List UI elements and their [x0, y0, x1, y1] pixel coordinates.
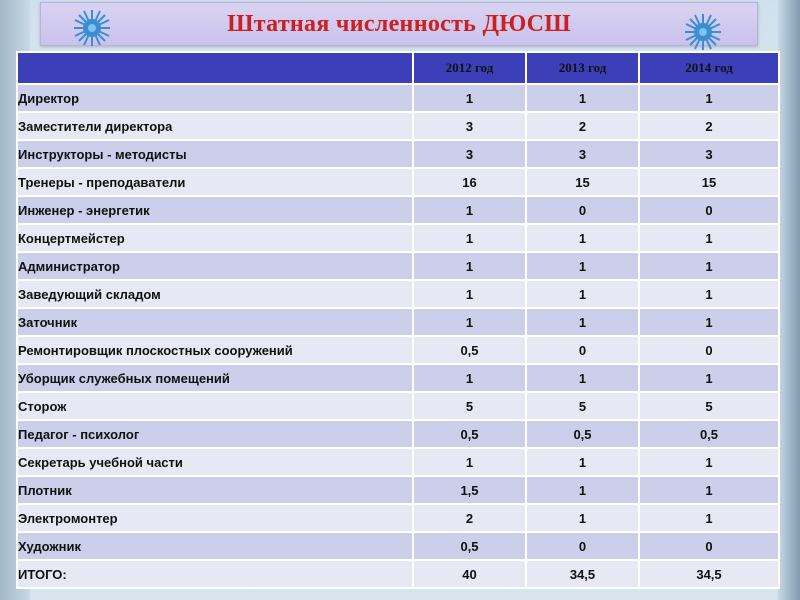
position-name-cell: Заточник	[17, 308, 413, 336]
header-2013: 2013 год	[526, 52, 639, 84]
position-name-cell: Заведующий складом	[17, 280, 413, 308]
position-name-cell: Тренеры - преподаватели	[17, 168, 413, 196]
value-cell-2013: 5	[526, 392, 639, 420]
value-cell-2013: 0	[526, 336, 639, 364]
value-cell-2012: 0,5	[413, 336, 526, 364]
value-cell-2014: 1	[639, 252, 779, 280]
value-cell-2014: 15	[639, 168, 779, 196]
value-cell-2014: 1	[639, 476, 779, 504]
value-cell-2013: 34,5	[526, 560, 639, 588]
table-row	[17, 336, 779, 364]
value-cell-2014: 1	[639, 364, 779, 392]
value-cell-2013: 0	[526, 532, 639, 560]
position-name-cell: Уборщик служебных помещений	[17, 364, 413, 392]
table-row	[17, 504, 779, 532]
title-banner	[40, 2, 758, 46]
value-cell-2012: 1	[413, 224, 526, 252]
value-cell-2013: 1	[526, 504, 639, 532]
value-cell-2014: 0,5	[639, 420, 779, 448]
page-title: Штатная численность ДЮСШ	[227, 10, 571, 37]
position-name-cell: Педагог - психолог	[17, 420, 413, 448]
position-name-cell: Секретарь учебной части	[17, 448, 413, 476]
value-cell-2013: 1	[526, 84, 639, 112]
snowflake-icon	[72, 8, 112, 48]
value-cell-2012: 0,5	[413, 420, 526, 448]
value-cell-2012: 1	[413, 280, 526, 308]
header-2012: 2012 год	[413, 52, 526, 84]
table-row	[17, 476, 779, 504]
value-cell-2013: 1	[526, 476, 639, 504]
table-row	[17, 532, 779, 560]
value-cell-2014: 1	[639, 504, 779, 532]
value-cell-2012: 1	[413, 252, 526, 280]
value-cell-2012: 1	[413, 364, 526, 392]
background-right	[778, 0, 800, 600]
value-cell-2012: 1	[413, 196, 526, 224]
value-cell-2014: 3	[639, 140, 779, 168]
value-cell-2014: 1	[639, 84, 779, 112]
value-cell-2014: 5	[639, 392, 779, 420]
header-2014: 2014 год	[639, 52, 779, 84]
value-cell-2013: 1	[526, 448, 639, 476]
value-cell-2014: 0	[639, 336, 779, 364]
value-cell-2013: 1	[526, 308, 639, 336]
position-name-cell: Художник	[17, 532, 413, 560]
value-cell-2013: 1	[526, 280, 639, 308]
value-cell-2012: 3	[413, 112, 526, 140]
position-name-cell: Администратор	[17, 252, 413, 280]
table-row	[17, 224, 779, 252]
table-row	[17, 140, 779, 168]
table-row	[17, 280, 779, 308]
value-cell-2014: 0	[639, 196, 779, 224]
value-cell-2012: 1	[413, 308, 526, 336]
table-row	[17, 364, 779, 392]
table-row	[17, 252, 779, 280]
value-cell-2013: 1	[526, 252, 639, 280]
table-row	[17, 84, 779, 112]
table-row	[17, 112, 779, 140]
position-name-cell: Ремонтировщик плоскостных сооружений	[17, 336, 413, 364]
value-cell-2012: 16	[413, 168, 526, 196]
table-header-row	[17, 52, 779, 84]
table-row	[17, 392, 779, 420]
value-cell-2012: 0,5	[413, 532, 526, 560]
value-cell-2014: 2	[639, 112, 779, 140]
value-cell-2014: 1	[639, 308, 779, 336]
value-cell-2013: 1	[526, 364, 639, 392]
position-name-cell: Сторож	[17, 392, 413, 420]
value-cell-2012: 40	[413, 560, 526, 588]
position-name-cell: Заместители директора	[17, 112, 413, 140]
position-name-cell: Электромонтер	[17, 504, 413, 532]
position-name-cell: Инженер - энергетик	[17, 196, 413, 224]
value-cell-2012: 1,5	[413, 476, 526, 504]
snowflake-icon	[683, 12, 723, 52]
position-name-cell: Плотник	[17, 476, 413, 504]
header-blank-cell	[17, 52, 413, 84]
value-cell-2012: 1	[413, 448, 526, 476]
table-row	[17, 196, 779, 224]
value-cell-2013: 1	[526, 224, 639, 252]
table-row	[17, 168, 779, 196]
value-cell-2013: 15	[526, 168, 639, 196]
table-row	[17, 308, 779, 336]
value-cell-2013: 3	[526, 140, 639, 168]
value-cell-2014: 0	[639, 532, 779, 560]
position-name-cell: Инструкторы - методисты	[17, 140, 413, 168]
value-cell-2013: 0	[526, 196, 639, 224]
value-cell-2012: 3	[413, 140, 526, 168]
position-name-cell: ИТОГО:	[17, 560, 413, 588]
position-name-cell: Директор	[17, 84, 413, 112]
position-name-cell: Концертмейстер	[17, 224, 413, 252]
total-row	[17, 560, 779, 588]
value-cell-2013: 2	[526, 112, 639, 140]
value-cell-2013: 0,5	[526, 420, 639, 448]
value-cell-2014: 1	[639, 224, 779, 252]
value-cell-2014: 1	[639, 280, 779, 308]
table-row	[17, 448, 779, 476]
value-cell-2012: 1	[413, 84, 526, 112]
table-row	[17, 420, 779, 448]
value-cell-2012: 2	[413, 504, 526, 532]
value-cell-2012: 5	[413, 392, 526, 420]
value-cell-2014: 34,5	[639, 560, 779, 588]
value-cell-2014: 1	[639, 448, 779, 476]
staff-table	[16, 51, 780, 589]
